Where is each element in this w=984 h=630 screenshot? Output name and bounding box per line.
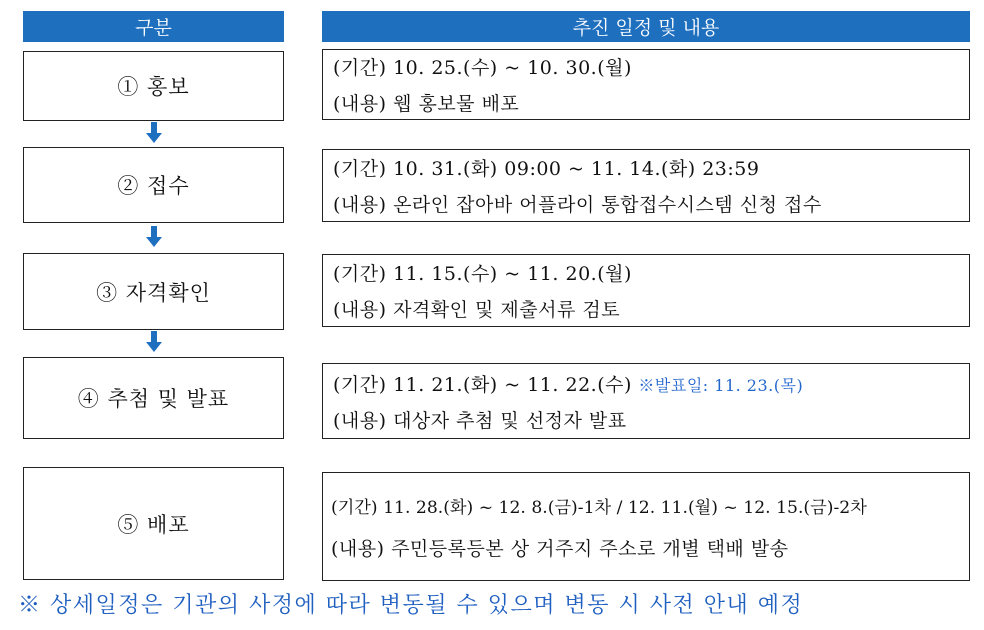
content-text: (내용) 주민등록등본 상 거주지 주소로 개별 택배 발송: [331, 537, 789, 560]
header-schedule: [322, 11, 970, 42]
content-text: (내용) 자격확인 및 제출서류 검토: [333, 299, 621, 321]
step-label: ④ 추첨 및 발표: [77, 387, 230, 411]
period-text: (기간) 11. 21.(화) ~ 11. 22.(수): [333, 373, 632, 396]
period-text: (기간) 11. 15.(수) ~ 11. 20.(월): [333, 263, 632, 285]
step-lottery: [23, 357, 284, 439]
period-line: [333, 370, 969, 397]
down-arrow-icon: [146, 226, 162, 248]
down-arrow-icon: [146, 122, 162, 144]
period-text: (기간) 10. 31.(화) 09:00 ~ 11. 14.(화) 23:59: [333, 158, 760, 180]
header-category: [23, 11, 284, 42]
step-label: ③ 자격확인: [96, 280, 211, 305]
step-label: ① 홍보: [117, 75, 190, 99]
period-text: (기간) 11. 28.(화) ~ 12. 8.(금)-1차 / 12. 11.(월) ~ 12. 15.(금)-2차: [331, 497, 867, 518]
step-eligibility: [23, 253, 284, 330]
period-text: (기간) 10. 25.(수) ~ 10. 30.(월): [333, 57, 632, 79]
header-category-label: 구분: [135, 17, 172, 39]
step-distribution: [23, 467, 284, 580]
step-eligibility-detail: [322, 254, 970, 327]
step-lottery-detail: [322, 363, 970, 439]
step-label: ② 접수: [117, 174, 190, 198]
schedule-footnote: ※ 상세일정은 기관의 사정에 따라 변동될 수 있으며 변동 시 사전 안내 예정: [18, 593, 804, 618]
content-text: (내용) 온라인 잡아바 어플라이 통합접수시스템 신청 접수: [333, 194, 822, 216]
header-schedule-label: 추진 일정 및 내용: [572, 17, 720, 39]
content-text: (내용) 웹 홍보물 배포: [333, 93, 520, 115]
step-application: [23, 147, 284, 223]
step-application-detail: [322, 149, 970, 222]
step-label: ⑤ 배포: [117, 512, 190, 537]
announcement-date-note: ※발표일: 11. 23.(목): [638, 375, 804, 395]
step-distribution-detail: [322, 472, 970, 581]
step-promotion: [23, 51, 284, 121]
down-arrow-icon: [146, 331, 162, 353]
content-text: (내용) 대상자 추첨 및 선정자 발표: [333, 409, 627, 432]
step-promotion-detail: [322, 49, 970, 120]
